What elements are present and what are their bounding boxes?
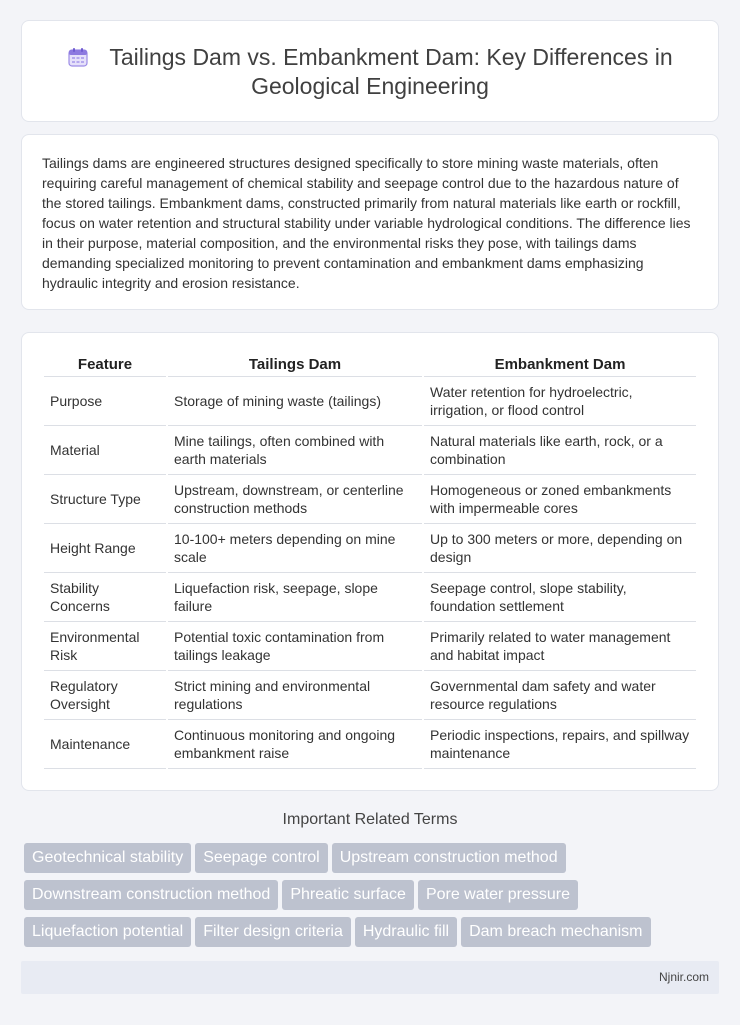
table-row — [44, 573, 696, 622]
table-header-row — [44, 351, 696, 377]
row-embankment: Primarily related to water management and habitat impact — [424, 622, 696, 671]
row-embankment: Water retention for hydroelectric, irrigation, or flood control — [424, 377, 696, 426]
page-title: Tailings Dam vs. Embankment Dam: Key Differences in Geological Engineering — [109, 44, 673, 99]
row-feature: Maintenance — [44, 720, 166, 769]
term-tag[interactable]: Filter design criteria — [195, 917, 351, 947]
row-embankment: Natural materials like earth, rock, or a combination — [424, 426, 696, 475]
row-embankment: Seepage control, slope stability, foundation settlement — [424, 573, 696, 622]
row-tailings: Upstream, downstream, or centerline construction methods — [168, 475, 422, 524]
term-tag[interactable]: Upstream construction method — [332, 843, 566, 873]
row-tailings: Storage of mining waste (tailings) — [168, 377, 422, 426]
row-feature: Environmental Risk — [44, 622, 166, 671]
term-tag[interactable]: Downstream construction method — [24, 880, 278, 910]
title-card — [21, 20, 719, 122]
related-terms-heading: Important Related Terms — [282, 811, 458, 828]
row-feature: Regulatory Oversight — [44, 671, 166, 720]
row-tailings: 10-100+ meters depending on mine scale — [168, 524, 422, 573]
row-tailings: Liquefaction risk, seepage, slope failure — [168, 573, 422, 622]
header-feature: Feature — [44, 351, 166, 377]
intro-card — [21, 134, 719, 310]
row-tailings: Mine tailings, often combined with earth materials — [168, 426, 422, 475]
comparison-card — [21, 332, 719, 791]
term-tag[interactable]: Phreatic surface — [282, 880, 414, 910]
row-feature: Stability Concerns — [44, 573, 166, 622]
table-row — [44, 524, 696, 573]
term-tag[interactable]: Pore water pressure — [418, 880, 578, 910]
term-tag[interactable]: Hydraulic fill — [355, 917, 457, 947]
intro-paragraph: Tailings dams are engineered structures designed specifically to store mining waste materials, often requiring careful management of chemical stability and seepage control due to the hazardous nature of the stored tailings. Embankment dams, constructed primarily from natural materials like earth or rockfill, focus on water retention and structural stability under variable hydrological conditions. The difference lies in their purpose, material composition, and the environmental risks they pose, with tailings dams demanding specialized monitoring to prevent contamination and embankment dams emphasizing hydraulic integrity and erosion resistance. — [42, 155, 691, 291]
footer-bar — [21, 961, 719, 994]
table-row — [44, 426, 696, 475]
table-row — [44, 475, 696, 524]
calendar-icon — [67, 46, 89, 68]
related-terms-list — [24, 843, 704, 954]
table-row — [44, 622, 696, 671]
row-tailings: Continuous monitoring and ongoing embankment raise — [168, 720, 422, 769]
row-tailings: Potential toxic contamination from tailings leakage — [168, 622, 422, 671]
term-tag[interactable]: Dam breach mechanism — [461, 917, 650, 947]
row-embankment: Periodic inspections, repairs, and spillway maintenance — [424, 720, 696, 769]
term-tag[interactable]: Seepage control — [195, 843, 328, 873]
footer-site[interactable]: Njnir.com — [658, 970, 709, 984]
table-row — [44, 720, 696, 769]
term-tag[interactable]: Geotechnical stability — [24, 843, 191, 873]
table-row — [44, 671, 696, 720]
row-feature: Structure Type — [44, 475, 166, 524]
row-tailings: Strict mining and environmental regulations — [168, 671, 422, 720]
header-tailings-dam: Tailings Dam — [168, 351, 422, 377]
row-embankment: Up to 300 meters or more, depending on design — [424, 524, 696, 573]
comparison-table — [42, 351, 698, 769]
row-embankment: Governmental dam safety and water resource regulations — [424, 671, 696, 720]
row-feature: Height Range — [44, 524, 166, 573]
term-tag[interactable]: Liquefaction potential — [24, 917, 191, 947]
row-embankment: Homogeneous or zoned embankments with impermeable cores — [424, 475, 696, 524]
header-embankment-dam: Embankment Dam — [424, 351, 696, 377]
page-title-block — [52, 43, 688, 101]
row-feature: Purpose — [44, 377, 166, 426]
table-row — [44, 377, 696, 426]
row-feature: Material — [44, 426, 166, 475]
